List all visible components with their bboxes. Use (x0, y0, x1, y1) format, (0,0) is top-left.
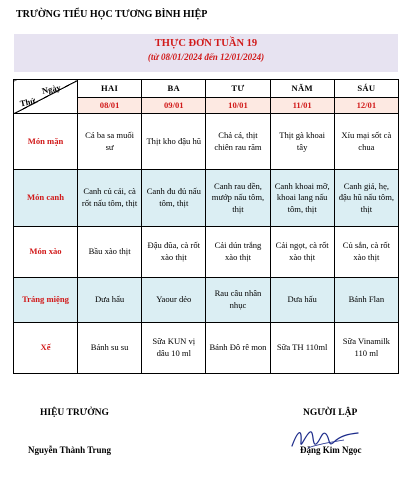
principal-title: HIỆU TRƯỞNG (40, 408, 109, 418)
menu-cell: Đậu đũa, cà rốt xào thịt (142, 227, 206, 278)
header-corner-cell (14, 80, 78, 114)
category-label: Món canh (14, 170, 78, 227)
day-header-fri: SÁU (334, 80, 398, 98)
menu-cell: Xíu mại sốt cà chua (334, 114, 398, 170)
menu-cell: Bầu xào thịt (78, 227, 142, 278)
menu-cell: Thịt gà khoai tây (270, 114, 334, 170)
day-header-wed: TƯ (206, 80, 270, 98)
menu-row-main-dish (14, 114, 399, 170)
date-header-thu: 11/01 (270, 98, 334, 114)
menu-date-range: (từ 08/01/2024 đến 12/01/2024) (147, 52, 265, 62)
title-banner (14, 34, 398, 72)
menu-cell: Cá ba sa muối sư (78, 114, 142, 170)
menu-cell: Dưa hấu (270, 278, 334, 323)
menu-cell: Cải ngọt, cà rốt xào thịt (270, 227, 334, 278)
menu-row-stir-fry (14, 227, 399, 278)
principal-name: Nguyễn Thành Trung (28, 445, 112, 455)
weekly-menu-table (13, 79, 399, 374)
corner-day-label: Thứ (18, 95, 37, 109)
menu-cell: Bánh su su (78, 323, 142, 374)
category-label: Món mặn (14, 114, 78, 170)
menu-cell: Canh giá, hẹ, đậu hũ nấu tôm, thịt (334, 170, 398, 227)
day-header-mon: HAI (78, 80, 142, 98)
date-header-wed: 10/01 (206, 98, 270, 114)
day-header-thu: NĂM (270, 80, 334, 98)
menu-cell: Cải dún trắng xào thịt (206, 227, 270, 278)
menu-cell: Sữa KUN vị dâu 10 ml (142, 323, 206, 374)
menu-row-dessert (14, 278, 399, 323)
menu-cell: Canh rau dền, mướp nấu tôm, thịt (206, 170, 270, 227)
menu-cell: Rau câu nhân nhục (206, 278, 270, 323)
preparer-title: NGƯỜI LẬP (303, 408, 358, 418)
menu-cell: Dưa hấu (78, 278, 142, 323)
menu-row-snack (14, 323, 399, 374)
preparer-name: Đặng Kim Ngọc (300, 445, 362, 455)
menu-cell: Sữa Vinamilk 110 ml (334, 323, 398, 374)
menu-row-soup (14, 170, 399, 227)
menu-cell: Củ sắn, cà rốt xào thịt (334, 227, 398, 278)
menu-cell: Canh củ cải, cà rốt nấu tôm, thịt (78, 170, 142, 227)
menu-cell: Thịt kho đậu hũ (142, 114, 206, 170)
date-header-fri: 12/01 (334, 98, 398, 114)
school-name: TRƯỜNG TIỂU HỌC TƯƠNG BÌNH HIỆP (16, 9, 208, 20)
menu-cell: Yaour dẻo (142, 278, 206, 323)
menu-cell: Bánh Đô rê mon (206, 323, 270, 374)
category-label: Tráng miệng (14, 278, 78, 323)
category-label: Món xào (14, 227, 78, 278)
date-header-tue: 09/01 (142, 98, 206, 114)
menu-cell: Sữa TH 110ml (270, 323, 334, 374)
menu-cell: Canh đu đủ nấu tôm, thịt (142, 170, 206, 227)
day-header-tue: BA (142, 80, 206, 98)
corner-date-label: Ngày (41, 82, 62, 96)
date-header-mon: 08/01 (78, 98, 142, 114)
menu-cell: Bánh Flan (334, 278, 398, 323)
menu-cell: Chả cá, thịt chiên rau răm (206, 114, 270, 170)
menu-cell: Canh khoai mỡ, khoai lang nấu tôm, thịt (270, 170, 334, 227)
menu-title: THỰC ĐƠN TUẦN 19 (154, 38, 258, 49)
category-label: Xế (14, 323, 78, 374)
